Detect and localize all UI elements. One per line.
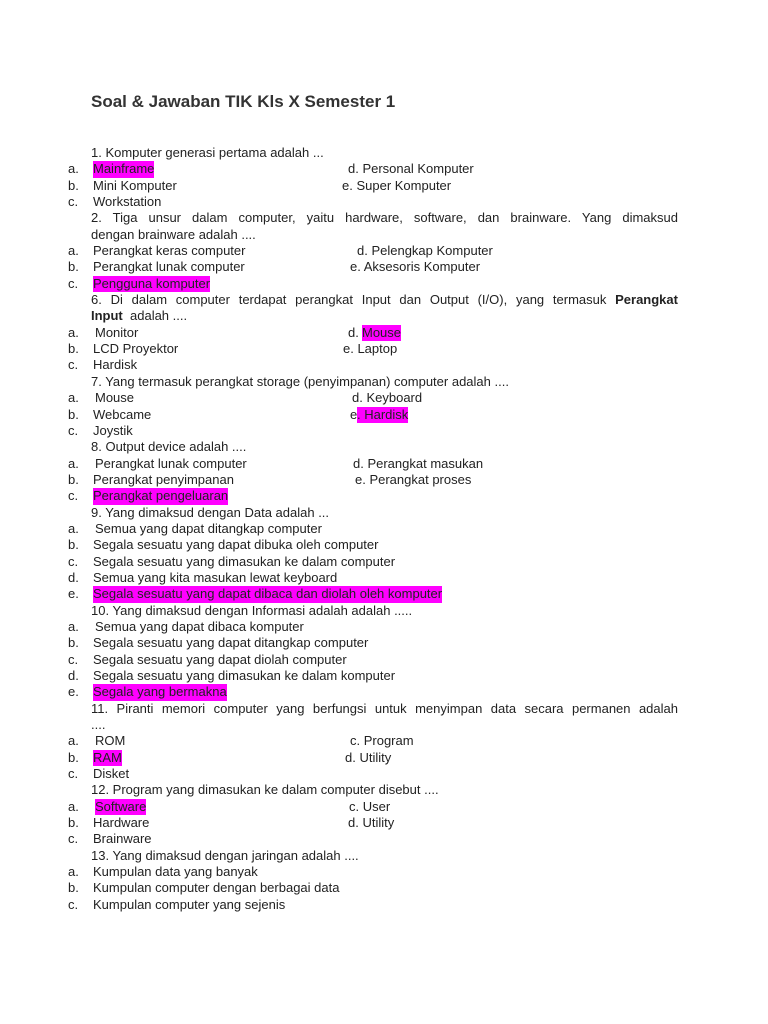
option-row xyxy=(0,815,768,831)
option-letter: d. xyxy=(68,569,79,585)
question-text: .... xyxy=(91,717,106,733)
option-letter: e. xyxy=(68,586,79,602)
option-letter: c. xyxy=(68,357,79,373)
question-text xyxy=(91,308,187,324)
question-6-cont xyxy=(0,308,768,324)
option-text: e. Super Komputer xyxy=(342,177,452,193)
option-row xyxy=(0,570,768,586)
option-row xyxy=(0,684,768,700)
question-text: dengan brainware adalah .... xyxy=(91,226,256,242)
question-7 xyxy=(0,374,768,390)
option-row xyxy=(0,766,768,782)
question-9 xyxy=(0,505,768,521)
option-letter: b. xyxy=(68,341,79,357)
option-text: d. Utility xyxy=(345,749,392,765)
option-row xyxy=(0,276,768,292)
option-row xyxy=(0,521,768,537)
option-letter: b. xyxy=(68,635,79,651)
option-letter: b. xyxy=(68,880,79,896)
answer-highlight: RAM xyxy=(93,749,122,765)
question-list xyxy=(0,145,768,913)
option-row xyxy=(0,880,768,896)
option-text: Joystik xyxy=(93,422,133,438)
option-text: Hardisk xyxy=(93,357,138,373)
option-letter: c. xyxy=(68,831,79,847)
option-letter: a. xyxy=(68,455,79,471)
document-title: Soal & Jawaban TIK Kls X Semester 1 xyxy=(91,92,396,111)
option-letter: a. xyxy=(68,520,79,536)
question-text-bold: Input xyxy=(91,308,123,324)
option-letter: d. xyxy=(68,668,79,683)
option-text: Mini Komputer xyxy=(93,177,177,193)
question-10 xyxy=(0,603,768,619)
option-text: e. Perangkat proses xyxy=(355,471,472,487)
option-text: Disket xyxy=(93,766,130,782)
option-letter: b. xyxy=(68,177,79,193)
answer-highlight: Segala sesuatu yang dapat dibaca dan diolah oleh komputer xyxy=(93,586,443,602)
question-text: 2. Tiga unsur dalam computer, yaitu hardware, software, dan brainware. Yang dimaksud xyxy=(91,210,678,226)
option-row xyxy=(0,897,768,913)
option-text: Kumpulan data yang banyak xyxy=(93,864,258,880)
option-letter: a. xyxy=(68,618,79,634)
option-text: d. Personal Komputer xyxy=(348,161,474,177)
option-letter: c. xyxy=(68,422,79,438)
option-text: LCD Proyektor xyxy=(93,341,179,357)
option-row xyxy=(0,178,768,194)
option-letter: e xyxy=(350,406,358,422)
question-text: 13. Yang dimaksud dengan jaringan adalah .... xyxy=(91,847,359,863)
option-text: Kumpulan computer dengan berbagai data xyxy=(93,880,340,896)
question-text: 11. Piranti memori computer yang berfungsi untuk menyimpan data secara permanen adalah xyxy=(91,700,678,716)
option-letter: a. xyxy=(68,161,79,177)
option-letter: b. xyxy=(68,815,79,831)
option-row xyxy=(0,325,768,341)
option-text: Perangkat lunak computer xyxy=(95,455,247,471)
option-text: c. User xyxy=(349,798,391,814)
question-text: 12. Program yang dimasukan ke dalam computer disebut .... xyxy=(91,782,439,798)
option-text: Hardware xyxy=(93,815,150,831)
answer-highlight: Mouse xyxy=(362,324,402,340)
question-2 xyxy=(0,210,768,226)
option-row xyxy=(0,161,768,177)
question-text: 7. Yang termasuk perangkat storage (penyimpanan) computer adalah .... xyxy=(91,373,509,389)
option-row xyxy=(0,407,768,423)
option-letter: c. xyxy=(68,553,79,569)
question-11 xyxy=(0,701,768,717)
option-text: Segala sesuatu yang dimasukan ke dalam komputer xyxy=(93,668,396,683)
answer-highlight: Perangkat pengeluaran xyxy=(93,488,229,504)
question-text: 8. Output device adalah .... xyxy=(91,439,247,455)
option-letter: a. xyxy=(68,324,79,340)
option-letter: b. xyxy=(68,471,79,487)
option-row xyxy=(0,488,768,504)
option-row xyxy=(0,864,768,880)
option-text: Segala sesuatu yang dimasukan ke dalam computer xyxy=(93,553,396,569)
option-row xyxy=(0,537,768,553)
answer-highlight: Pengguna komputer xyxy=(93,275,211,291)
option-row xyxy=(0,456,768,472)
option-text: d. Pelengkap Komputer xyxy=(357,243,493,259)
option-text: ROM xyxy=(95,733,126,749)
option-text: Webcame xyxy=(93,406,152,422)
option-text: Brainware xyxy=(93,831,152,847)
question-text-part: 6. Di dalam computer terdapat perangkat Input dan Output (I/O), yang termasuk xyxy=(91,292,607,308)
option-text: Monitor xyxy=(95,324,139,340)
question-text: 1. Komputer generasi pertama adalah ... xyxy=(91,145,324,160)
option-row xyxy=(0,243,768,259)
question-1 xyxy=(0,145,768,161)
option-row xyxy=(0,554,768,570)
option-letter: a. xyxy=(68,864,79,880)
option-text: Semua yang dapat ditangkap computer xyxy=(95,520,322,536)
answer-highlight: Mainframe xyxy=(93,161,155,177)
option-row xyxy=(0,799,768,815)
option-text: Segala sesuatu yang dapat diolah computer xyxy=(93,651,347,667)
option-row xyxy=(0,831,768,847)
question-8 xyxy=(0,439,768,455)
option-text: d. Keyboard xyxy=(352,390,423,406)
question-13 xyxy=(0,848,768,864)
option-letter: b. xyxy=(68,537,79,553)
question-text xyxy=(91,292,678,308)
option-letter: c. xyxy=(68,896,79,912)
option-letter: c. xyxy=(68,194,79,210)
option-text: Semua yang kita masukan lewat keyboard xyxy=(93,569,338,585)
question-text: 10. Yang dimaksud dengan Informasi adalah adalah ..... xyxy=(91,602,413,618)
answer-highlight: . Hardisk xyxy=(357,406,409,422)
option-text: Mouse xyxy=(95,390,135,406)
option-letter: c. xyxy=(68,651,79,667)
option-text: Segala sesuatu yang dapat dibuka oleh computer xyxy=(93,537,379,553)
option-row xyxy=(0,668,768,684)
option-row xyxy=(0,472,768,488)
option-text: Perangkat lunak computer xyxy=(93,259,245,275)
question-11-cont xyxy=(0,717,768,733)
option-text: c. Program xyxy=(350,733,414,749)
option-letter: c. xyxy=(68,275,79,291)
option-letter: b. xyxy=(68,406,79,422)
option-letter: e. xyxy=(68,684,79,700)
question-6 xyxy=(0,292,768,308)
option-letter: a. xyxy=(68,243,79,259)
option-row xyxy=(0,586,768,602)
option-row xyxy=(0,733,768,749)
option-letter: a. xyxy=(68,733,79,749)
option-row xyxy=(0,357,768,373)
option-letter: c. xyxy=(68,766,79,782)
option-letter: c. xyxy=(68,488,79,504)
option-row xyxy=(0,259,768,275)
option-letter: a. xyxy=(68,798,79,814)
option-row xyxy=(0,390,768,406)
option-letter: b. xyxy=(68,749,79,765)
question-12 xyxy=(0,782,768,798)
option-text: Semua yang dapat dibaca komputer xyxy=(95,618,304,634)
option-text: Perangkat keras computer xyxy=(93,243,246,259)
option-row xyxy=(0,635,768,651)
option-text: d. Utility xyxy=(348,815,395,831)
option-text: d. Perangkat masukan xyxy=(353,455,484,471)
question-text-bold: Perangkat xyxy=(615,292,678,308)
option-text: Segala sesuatu yang dapat ditangkap computer xyxy=(93,635,369,651)
option-text: Perangkat penyimpanan xyxy=(93,471,234,487)
answer-highlight: Software xyxy=(95,798,147,814)
option-text: e. Laptop xyxy=(343,341,398,357)
option-row xyxy=(0,750,768,766)
option-text: e. Aksesoris Komputer xyxy=(350,259,481,275)
option-row xyxy=(0,423,768,439)
option-text: Kumpulan computer yang sejenis xyxy=(93,896,286,912)
option-letter: b. xyxy=(68,259,79,275)
question-text: 9. Yang dimaksud dengan Data adalah ... xyxy=(91,504,330,520)
option-letter: d. xyxy=(348,324,359,340)
option-text: Workstation xyxy=(93,194,162,210)
option-letter: a. xyxy=(68,390,79,406)
question-2-cont xyxy=(0,227,768,243)
option-row xyxy=(0,194,768,210)
option-row xyxy=(0,652,768,668)
answer-highlight: Segala yang bermakna xyxy=(93,684,227,700)
question-text-part: adalah .... xyxy=(130,308,188,324)
option-row xyxy=(0,619,768,635)
option-row xyxy=(0,341,768,357)
